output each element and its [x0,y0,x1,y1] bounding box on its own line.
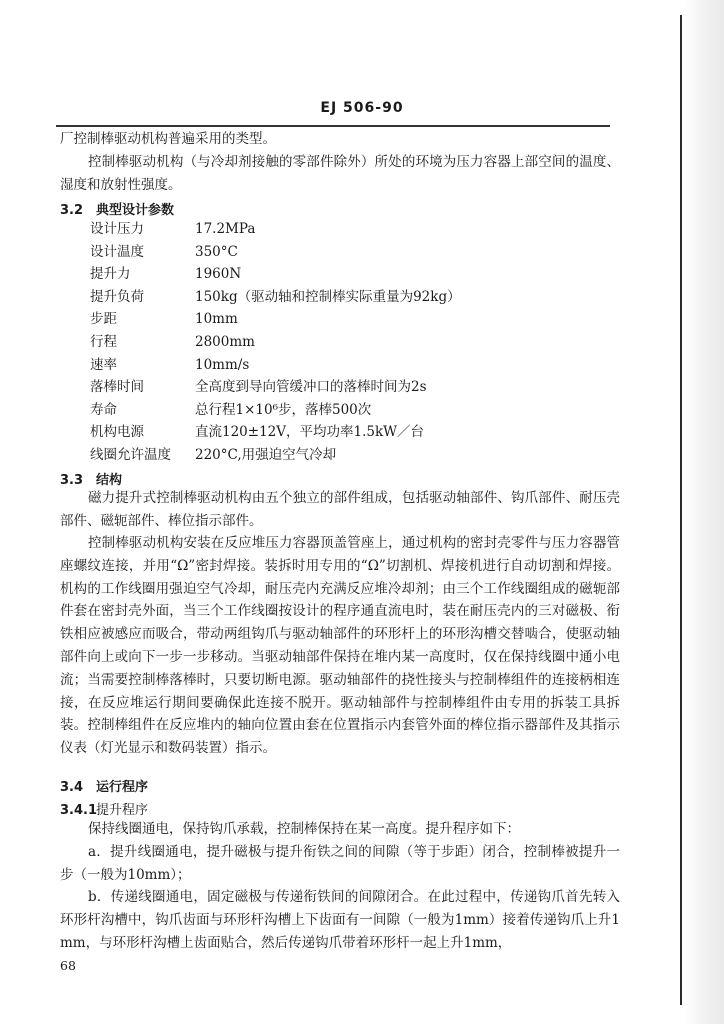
param-label: 设计压力 [90,221,144,237]
section-3-4-1-heading [60,799,148,818]
section-3-2-heading [60,199,174,218]
section-title: 运行程序 [96,780,149,795]
section-3-4-heading [60,776,148,795]
param-label: 提升负荷 [90,288,144,305]
lift-procedure-intro: 保持线圈通电，保持钩爪承载，控制棒保持在某一高度。提升程序如下： [88,821,520,837]
param-value: 10mm [195,311,238,328]
param-label: 提升力 [90,266,131,283]
param-value: 220°C,用强迫空气冷却 [195,446,337,463]
param-row [90,241,620,264]
param-row [90,421,620,444]
param-value: 全高度到导向管缓冲口的落棒时间为2s [195,379,427,396]
section-number: 3.2 [60,203,84,218]
param-value: 2800mm [195,333,255,350]
param-value: 10mm/s [195,356,250,373]
param-row [90,263,620,286]
param-label: 速率 [90,356,117,373]
param-row [90,376,620,399]
section-title: 典型设计参数 [96,203,175,218]
param-row [90,331,620,354]
param-value: 直流120±12V，平均功率1.5kW／台 [195,424,425,441]
param-label: 线圈允许温度 [90,446,171,463]
section-number: 3.4.1 [60,803,98,818]
param-label: 落棒时间 [90,379,144,396]
intro-paragraph-1: 厂控制棒驱动机构普遍采用的类型。 [60,131,276,147]
header-rule [56,125,610,127]
param-row [90,354,620,377]
section-title: 提升程序 [96,803,149,818]
section-3-3-heading [60,469,122,488]
param-row [90,308,620,331]
param-row [90,399,620,422]
intro-paragraph-2: 控制棒驱动机构（与冷却剂接触的零部件除外）所处的环境为压力容器上部空间的温度、湿度和放射性强度。 [60,154,620,193]
param-value: 350°C [195,243,238,260]
param-row [90,444,620,467]
param-row [90,218,620,241]
lift-step-a: a．提升线圈通电，提升磁极与提升衔铁之间的间隙（等于步距）闭合，控制棒被提升一步（一般为10mm）； [60,844,620,883]
structure-paragraph-1: 磁力提升式控制棒驱动机构由五个独立的部件组成，包括驱动轴部件、钩爪部件、耐压壳部件、磁轭部件、棒位指示部件。 [60,490,620,529]
structure-paragraph-2: 控制棒驱动机构安装在反应堆压力容器顶盖管座上，通过机构的密封壳零件与压力容器管座螺纹连接，并用“Ω”密封焊接。装拆时用专用的“Ω”切割机、焊接机进行自动切割和焊接。机构的工作线圈用强迫空气冷却，耐压壳内充满反应堆冷却剂；由三个工作线圈组成的磁轭部件套在密封壳外面，当三个工作线圈按设计的程序通直流电时，装在耐压壳内的三对磁极、衔铁相应被感应而吸合，带动两组钩爪与驱动轴部件的环形杆上的环形沟槽交替啮合，使驱动轴部件向上或向下一步一步移动。当驱动轴部件保持在堆内某一高度时，仅在保持线圈中通小电流；当需要控制棒落棒时，只要切断电源。驱动轴部件的挠性接头与控制棒组件的连接柄相连接，在反应堆运行期间要确保此连接不脱开。驱动轴部件与控制棒组件由专用的拆装工具拆装。控制棒组件在反应堆内的轴向位置由套在位置指示内套管外面的棒位指示器部件及其指示仪表（灯光显示和数码装置）指示。 [60,535,620,757]
section-number: 3.4 [60,780,84,795]
param-value: 1960N [195,266,242,283]
scan-edge-shadow [684,0,724,1024]
page-header: EJ 506-90 [320,100,404,116]
design-parameters-list [90,218,620,467]
param-label: 步距 [90,311,117,328]
page-number: 68 [60,958,76,973]
lift-step-b: b．传递线圈通电，固定磁极与传递衔铁间的间隙闭合。在此过程中，传递钩爪首先转入环形杆沟槽中，钩爪齿面与环形杆沟槽上下齿面有一间隙（一般为1mm）接着传递钩爪上升1mm，与环形杆沟槽上齿面贴合，然后传递钩爪带着环形杆一起上升1mm， [60,889,620,951]
param-value: 总行程1×10⁶步，落棒500次 [195,401,372,418]
param-label: 行程 [90,333,117,350]
param-label: 设计温度 [90,243,144,260]
param-value: 17.2MPa [195,221,256,237]
scan-border-line [680,15,682,1005]
param-label: 寿命 [90,401,117,418]
param-value: 150kg（驱动轴和控制棒实际重量为92kg） [195,288,461,305]
param-row [90,286,620,309]
param-label: 机构电源 [90,424,144,441]
section-title: 结构 [96,473,123,488]
section-number: 3.3 [60,473,84,488]
